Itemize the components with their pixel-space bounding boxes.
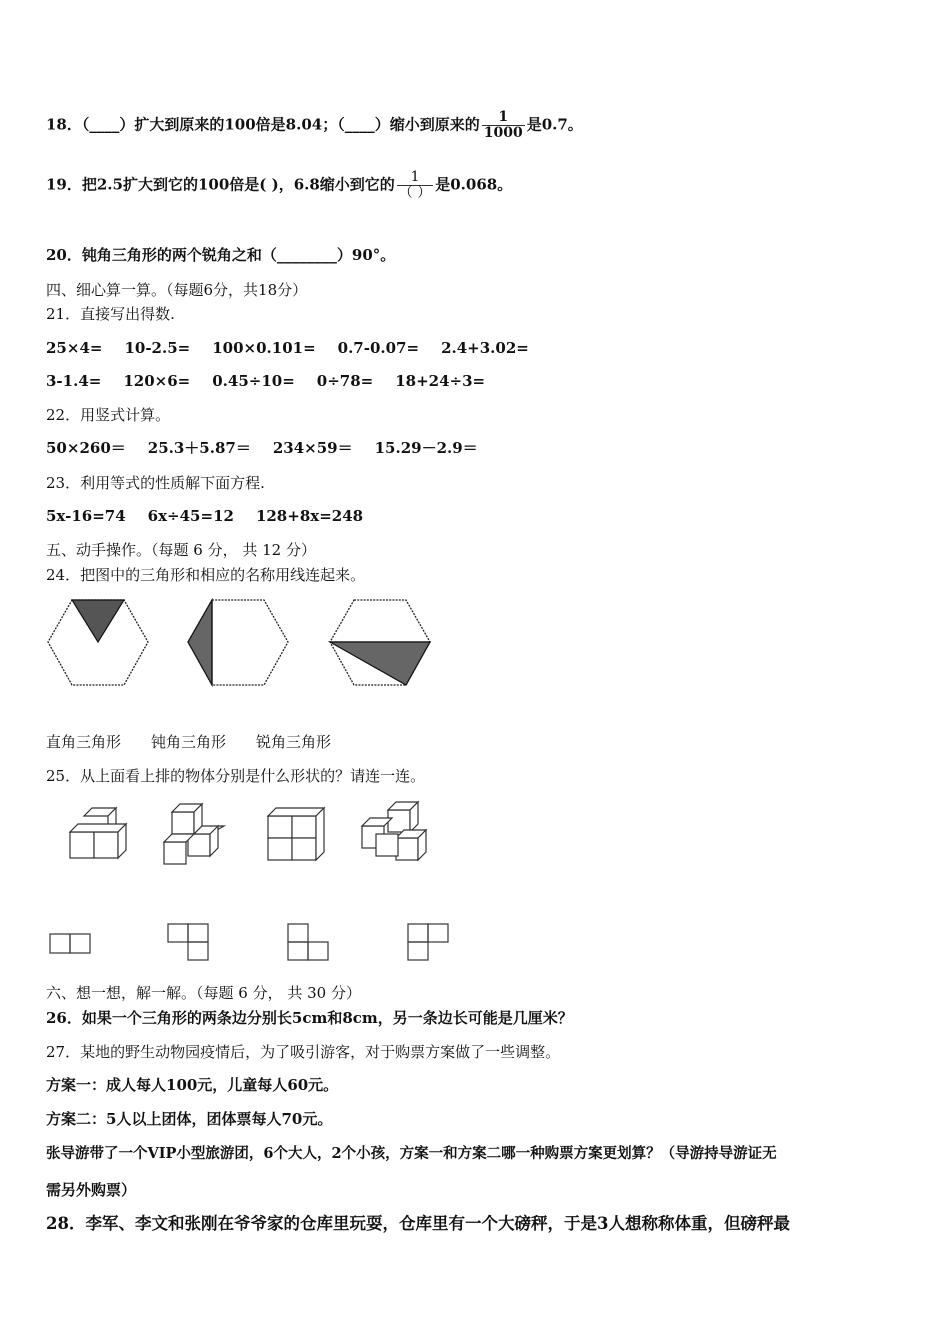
top-view-3	[288, 924, 328, 960]
top-view-2	[168, 924, 208, 960]
cube-object-2	[164, 804, 224, 864]
q18-fraction	[482, 110, 525, 141]
label-acute-triangle: 锐角三角形	[256, 733, 332, 751]
question-20: 20．钝角三角形的两个锐角之和（________）90°。	[46, 246, 396, 264]
q21-item: 120×6=	[123, 372, 191, 390]
q19-fraction	[397, 170, 433, 201]
question-19	[46, 170, 512, 201]
q27-text-1: 张导游带了一个VIP小型旅游团，6个大人，2个小孩，方案一和方案二哪一种购票方案更划算？（导游持导游证无	[46, 1145, 777, 1162]
q18-frac-den: 1000	[483, 125, 523, 141]
question-22-title: 22．用竖式计算。	[46, 406, 171, 424]
q22-item: 25.3＋5.87＝	[147, 439, 251, 457]
question-24-title: 24．把图中的三角形和相应的名称用线连起来。	[46, 566, 366, 584]
q22-item: 50×260＝	[46, 439, 126, 457]
triangle-acute-shaded	[72, 600, 124, 642]
q21-item: 0÷78=	[316, 372, 374, 390]
question-25-title: 25．从上面看上排的物体分别是什么形状的？请连一连。	[46, 767, 426, 785]
q27-plan-2: 方案二：5人以上团体，团体票每人70元。	[46, 1110, 333, 1128]
q22-item: 234×59＝	[272, 439, 353, 457]
q21-row-2	[46, 371, 507, 391]
q27-plan-1: 方案一：成人每人100元，儿童每人60元。	[46, 1076, 339, 1094]
q19-text-2: 是0.068。	[435, 175, 513, 194]
cube-object-3	[268, 808, 324, 860]
question-23-title: 23．利用等式的性质解下面方程.	[46, 474, 265, 492]
q18-text-2: 是0.7。	[526, 115, 583, 134]
label-right-triangle: 直角三角形	[46, 733, 122, 751]
top-view-4	[408, 924, 448, 960]
q23-item: 128+8x=248	[255, 507, 364, 525]
cubes-views-figure	[44, 796, 464, 976]
question-26: 26．如果一个三角形的两条边分别长5cm和8cm，另一条边长可能是几厘米？	[46, 1009, 573, 1027]
cube-object-1	[70, 808, 126, 858]
q23-row	[46, 506, 385, 526]
top-views	[50, 924, 448, 960]
question-18	[46, 110, 583, 141]
q22-item: 15.29－2.9＝	[374, 439, 478, 457]
question-21-title: 21．直接写出得数.	[46, 305, 175, 323]
triangle-obtuse-shaded	[330, 642, 430, 685]
q19-text-1: 19．把2.5扩大到它的100倍是( )，6.8缩小到它的	[46, 175, 395, 194]
q19-frac-num: 1	[410, 169, 420, 185]
label-obtuse-triangle: 钝角三角形	[151, 733, 227, 751]
q23-item: 5x-16=74	[46, 507, 126, 525]
cube-object-4	[362, 802, 426, 860]
q21-item: 0.45÷10=	[212, 372, 295, 390]
q21-item: 3-1.4=	[46, 372, 102, 390]
q19-frac-den: （ ）	[398, 185, 432, 201]
q21-row-1	[46, 338, 551, 358]
section-4-heading: 四、细心算一算。（每题6分，共18分）	[46, 281, 308, 299]
q24-labels	[46, 732, 361, 752]
q21-item: 10-2.5=	[124, 339, 191, 357]
q22-row	[46, 438, 500, 458]
q21-item: 0.7-0.07=	[337, 339, 420, 357]
q18-text-1: 18．（____）扩大到原来的100倍是8.04；（____）缩小到原来的	[46, 115, 480, 134]
section-6-heading: 六、想一想，解一解。（每题 6 分， 共 30 分）	[46, 984, 361, 1002]
q23-item: 6x÷45=12	[147, 507, 234, 525]
top-view-1	[50, 934, 90, 953]
section-5-heading: 五、动手操作。（每题 6 分， 共 12 分）	[46, 541, 316, 559]
q21-item: 100×0.101=	[212, 339, 316, 357]
triangle-left-shaded	[188, 600, 212, 685]
hexagon-triangles-figure	[44, 592, 444, 694]
q21-item: 25×4=	[46, 339, 103, 357]
q21-item: 2.4+3.02=	[441, 339, 529, 357]
question-28: 28．李军、李文和张刚在爷爷家的仓库里玩耍，仓库里有一个大磅秤，于是3人想称称体重，但磅秤最	[46, 1214, 790, 1233]
q21-item: 18+24÷3=	[395, 372, 486, 390]
q18-frac-num: 1	[498, 109, 509, 125]
question-27-title: 27．某地的野生动物园疫情后，为了吸引游客，对于购票方案做了一些调整。	[46, 1043, 561, 1061]
q27-text-2: 需另外购票）	[46, 1181, 137, 1199]
